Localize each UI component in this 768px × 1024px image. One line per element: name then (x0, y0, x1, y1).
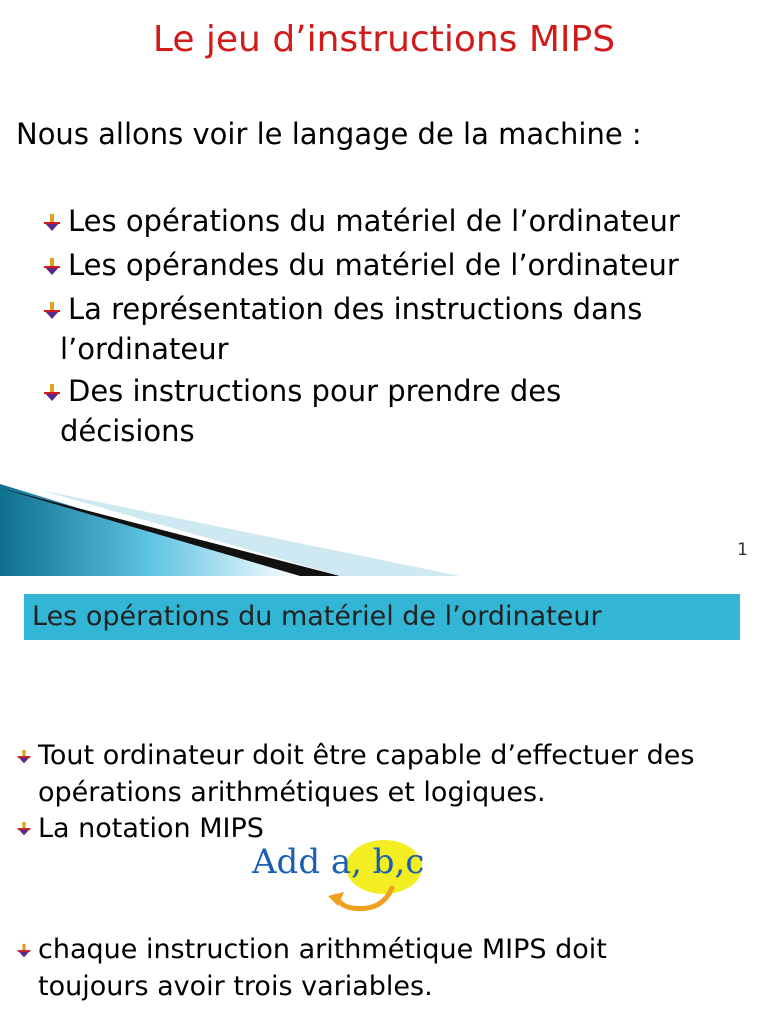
decorative-swoosh (0, 480, 768, 576)
down-arrow-bullet-icon (42, 292, 62, 330)
instruction-text: Add a, b,c (252, 842, 425, 882)
bullet-text-continued: décisions (60, 414, 195, 448)
down-arrow-bullet-icon (16, 739, 32, 775)
bullet-text-continued: l’ordinateur (60, 332, 229, 366)
bullet-text: Tout ordinateur doit être capable d’effectuer des (38, 740, 695, 771)
title-banner (24, 594, 740, 640)
bullet-list (42, 202, 762, 454)
bullet-text: Les opérations du matériel de l’ordinateur (68, 204, 680, 238)
intro-text: Nous allons voir le langage de la machine : (16, 117, 642, 151)
list-item (16, 932, 756, 1005)
bullet-text: La notation MIPS (38, 812, 264, 844)
bullet-text-continued: opérations arithmétiques et logiques. (38, 776, 546, 808)
bullet-text-continued: toujours avoir trois variables. (38, 970, 433, 1002)
curved-arrow-icon (322, 882, 402, 918)
page-number: 1 (737, 540, 748, 560)
list-item (42, 290, 762, 368)
slide-title: Le jeu d’instructions MIPS (152, 19, 616, 60)
mips-instruction-example (250, 838, 470, 918)
list-item (42, 372, 762, 450)
bullet-text: Des instructions pour prendre des (68, 374, 562, 408)
bullet-text: chaque instruction arithmétique MIPS doit (38, 934, 607, 965)
slide-2 (0, 576, 768, 1024)
down-arrow-bullet-icon (42, 204, 62, 242)
bullet-list (16, 932, 756, 1005)
slide-title: Les opérations du matériel de l’ordinateur (32, 601, 602, 632)
list-item (42, 246, 762, 286)
down-arrow-bullet-icon (42, 248, 62, 286)
bullet-text: Les opérandes du matériel de l’ordinateur (68, 248, 679, 282)
down-arrow-bullet-icon (16, 811, 32, 847)
bullet-text: La représentation des instructions dans (68, 292, 643, 326)
bullet-list (16, 738, 756, 847)
down-arrow-bullet-icon (42, 374, 62, 412)
list-item (16, 738, 756, 811)
list-item (42, 202, 762, 242)
down-arrow-bullet-icon (16, 933, 32, 969)
